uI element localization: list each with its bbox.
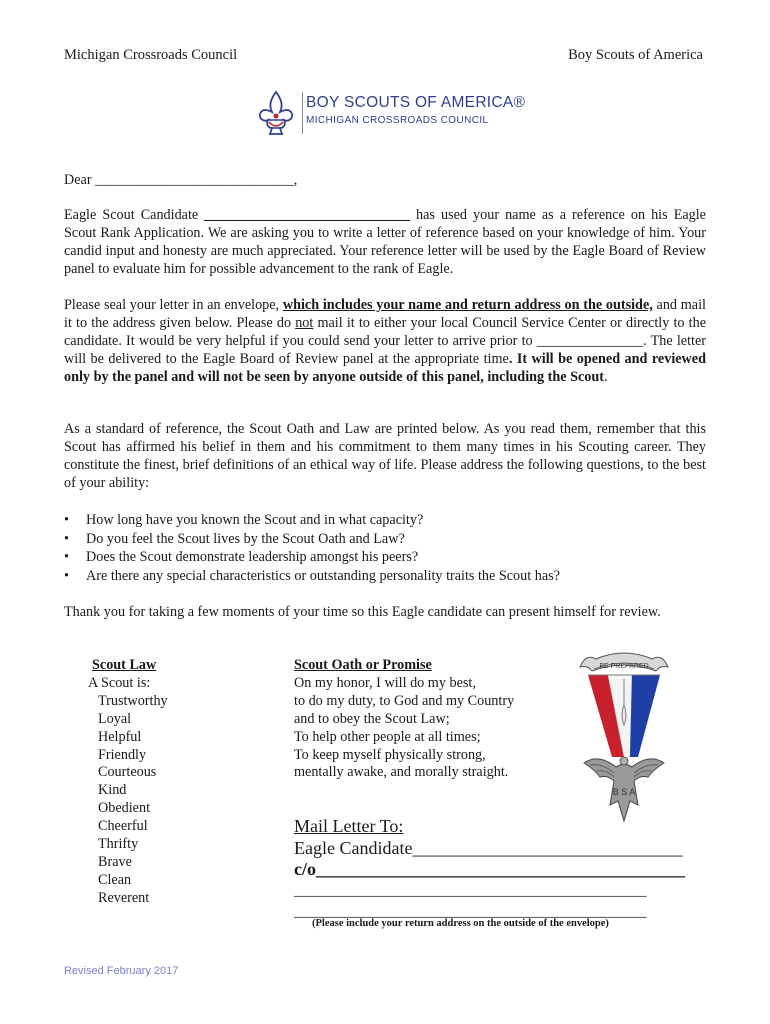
scout-law bbox=[88, 657, 168, 908]
scout-oath-line: To help other people at all times; bbox=[294, 728, 481, 745]
header-organization: Boy Scouts of America bbox=[568, 47, 703, 63]
scout-law-point: Courteous bbox=[98, 764, 157, 781]
p2-end: . bbox=[604, 369, 608, 385]
logo-subtitle: MICHIGAN CROSSROADS COUNCIL bbox=[306, 115, 489, 126]
scout-law-point: Reverent bbox=[98, 889, 150, 906]
list-item bbox=[64, 511, 706, 530]
bullet-icon: • bbox=[64, 530, 69, 547]
mail-to-title: Mail Letter To: bbox=[294, 816, 404, 836]
candidate-name-blank: _____________________________ bbox=[204, 207, 410, 223]
scout-oath-title: Scout Oath or Promise bbox=[294, 657, 432, 673]
question-text: Does the Scout demonstrate leadership amongst his peers? bbox=[86, 549, 419, 565]
bullet-icon: • bbox=[64, 512, 69, 528]
medal-scroll-text: BE PREPARED bbox=[599, 663, 649, 670]
envelope-note: (Please include your return address on the outside of the envelope) bbox=[312, 918, 609, 929]
mail-to-block bbox=[294, 816, 685, 924]
list-item bbox=[64, 567, 706, 586]
mail-to-candidate: Eagle Candidate______________________________ bbox=[294, 837, 683, 858]
paragraph-instructions bbox=[64, 296, 706, 386]
scout-oath bbox=[294, 657, 514, 782]
scout-law-point: Loyal bbox=[98, 710, 132, 727]
fleur-de-lis-icon bbox=[256, 90, 296, 138]
scout-law-point: Clean bbox=[98, 871, 132, 888]
question-text: How long have you known the Scout and in what capacity? bbox=[86, 512, 424, 528]
scout-oath-line: On my honor, I will do my best, bbox=[294, 674, 476, 691]
scout-oath-line: and to obey the Scout Law; bbox=[294, 710, 450, 727]
p1-lead: Eagle Scout Candidate bbox=[64, 207, 205, 223]
bullet-icon: • bbox=[64, 567, 69, 584]
logo-title: BOY SCOUTS OF AMERICA® bbox=[306, 94, 526, 111]
questions-list bbox=[64, 511, 706, 585]
scout-law-point: Kind bbox=[98, 782, 127, 799]
list-item bbox=[64, 530, 706, 549]
scout-law-point: Helpful bbox=[98, 728, 142, 745]
bullet-icon: • bbox=[64, 549, 69, 565]
p2-not-emphasis: not bbox=[295, 315, 314, 331]
p2-confidential-emphasis: . It will be opened and reviewed only by the panel and will not be seen by anyone outside of this panel, including the Scout bbox=[64, 351, 706, 385]
header-council: Michigan Crossroads Council bbox=[64, 47, 238, 63]
scout-law-title: Scout Law bbox=[92, 657, 157, 673]
mail-to-address-line: _______________________________________________ bbox=[294, 904, 647, 920]
p2-return-address-emphasis: which includes your name and return address on the outside, bbox=[282, 297, 653, 313]
scout-oath-line: To keep myself physically strong, bbox=[294, 746, 486, 763]
logo-divider bbox=[302, 92, 303, 134]
bsa-logo bbox=[256, 90, 526, 138]
scout-oath-line: mentally awake, and morally straight. bbox=[294, 764, 509, 781]
p2-c: mail it to either your local Council Service Center or directly to the candidate. It would be very helpful if you could send your letter to arrive prior to _______________. The letter will be delivered to the Eagle Board of Review panel at the appropriate time bbox=[64, 315, 706, 367]
scout-law-intro: A Scout is: bbox=[88, 674, 151, 691]
p2-a: Please seal your letter in an envelope, bbox=[64, 297, 283, 313]
medal-bsa-text: B S A bbox=[612, 787, 636, 797]
eagle-medal-icon bbox=[578, 645, 670, 823]
paragraph-thanks: Thank you for taking a few moments of your time so this Eagle candidate can present himself for review. bbox=[64, 604, 661, 620]
scout-law-point: Trustworthy bbox=[98, 692, 168, 709]
scout-oath-line: to do my duty, to God and my Country bbox=[294, 692, 515, 709]
paragraph-intro bbox=[64, 206, 706, 278]
scout-law-point: Brave bbox=[98, 853, 132, 870]
p1-body: has used your name as a reference on his Eagle Scout Rank Application. We are asking you to write a letter of reference based on your knowledge of him. Your candid input and honesty are much appreciated. Your reference letter will be used by the Eagle Board of Review panel to evaluate him for possible advancement to the rank of Eagle. bbox=[64, 207, 706, 277]
mail-to-care-of: c/o_________________________________________ bbox=[294, 859, 685, 879]
p2-b: and mail it to the address given below. Please do bbox=[64, 297, 706, 331]
scout-law-point: Obedient bbox=[98, 800, 151, 817]
scout-law-point: Friendly bbox=[98, 746, 147, 763]
salutation: Dear ____________________________, bbox=[64, 172, 298, 188]
question-text: Are there any special characteristics or outstanding personality traits the Scout has? bbox=[86, 567, 560, 584]
paragraph-standard: As a standard of reference, the Scout Oath and Law are printed below. As you read them, remember that this Scout has affirmed his belief in them and his commitment to them many times in his Scouting career. They constitute the finest, brief definitions of an ethical way of life. Please address the following questions, to the best of your ability: bbox=[64, 421, 706, 491]
scout-law-point: Thrifty bbox=[98, 836, 139, 853]
scout-law-point: Cheerful bbox=[98, 818, 148, 835]
revision-date: Revised February 2017 bbox=[64, 965, 179, 977]
mail-to-address-line: _______________________________________________ bbox=[294, 882, 647, 899]
list-item bbox=[64, 548, 706, 567]
question-text: Do you feel the Scout lives by the Scout Oath and Law? bbox=[86, 530, 405, 547]
